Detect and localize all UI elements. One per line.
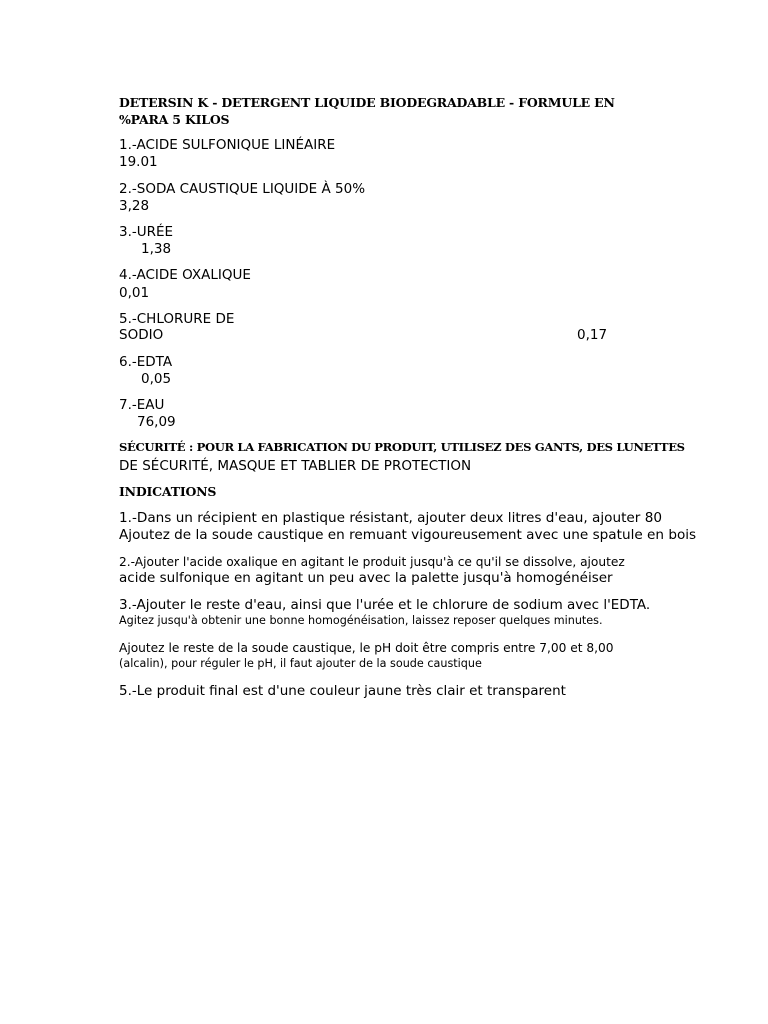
ingredient-6-value: 0,05 [141, 371, 172, 387]
step-2-line-2: acide sulfonique en agitant un peu avec la palette jusqu'à homogénéiser [119, 570, 613, 586]
ingredient-5-name-cont: SODIO [119, 327, 164, 343]
ingredient-4-name: 4.-ACIDE OXALIQUE [119, 267, 251, 283]
step-4-line-2: (alcalin), pour réguler le pH, il faut ajouter de la soude caustique [119, 657, 482, 670]
ingredient-7-name: 7.-EAU [119, 397, 165, 413]
step-4-line-1: Ajoutez le reste de la soude caustique, le pH doit être compris entre 7,00 et 8,00 [119, 641, 614, 655]
document-title-line-2: %PARA 5 KILOS [119, 112, 230, 127]
step-2-line-1: 2.-Ajouter l'acide oxalique en agitant le produit jusqu'à ce qu'il se dissolve, ajoutez [119, 555, 625, 569]
security-note-line-1: SÉCURITÉ : POUR LA FABRICATION DU PRODUIT, UTILISEZ DES GANTS, DES LUNETTES [119, 440, 685, 454]
step-1-line-1: 1.-Dans un récipient en plastique résistant, ajouter deux litres d'eau, ajouter 80 [119, 510, 662, 526]
ingredient-7-value: 76,09 [137, 414, 176, 430]
step-1-line-2: Ajoutez de la soude caustique en remuant vigoureusement avec une spatule en bois [119, 527, 697, 543]
ingredient-4-value: 0,01 [119, 285, 150, 301]
step-3-line-1: 3.-Ajouter le reste d'eau, ainsi que l'urée et le chlorure de sodium avec l'EDTA. [119, 597, 651, 613]
ingredient-2-value: 3,28 [119, 198, 150, 214]
ingredient-6-name: 6.-EDTA [119, 354, 173, 370]
ingredient-3-value: 1,38 [141, 241, 172, 257]
indications-heading: INDICATIONS [119, 484, 217, 499]
ingredient-1-value: 19.01 [119, 154, 158, 170]
ingredient-5-value: 0,17 [577, 327, 608, 343]
ingredient-3-name: 3.-URÉE [119, 224, 174, 240]
document-title-line-1: DETERSIN K - DETERGENT LIQUIDE BIODEGRADABLE - FORMULE EN [119, 95, 615, 110]
security-note-line-2: DE SÉCURITÉ, MASQUE ET TABLIER DE PROTECTION [119, 458, 472, 474]
ingredient-2-name: 2.-SODA CAUSTIQUE LIQUIDE À 50% [119, 181, 366, 197]
ingredient-5-name: 5.-CHLORURE DE [119, 311, 235, 327]
step-5: 5.-Le produit final est d'une couleur jaune très clair et transparent [119, 683, 566, 699]
ingredient-1-name: 1.-ACIDE SULFONIQUE LINÉAIRE [119, 137, 336, 153]
step-3-line-2: Agitez jusqu'à obtenir une bonne homogénéisation, laissez reposer quelques minutes. [119, 614, 603, 627]
